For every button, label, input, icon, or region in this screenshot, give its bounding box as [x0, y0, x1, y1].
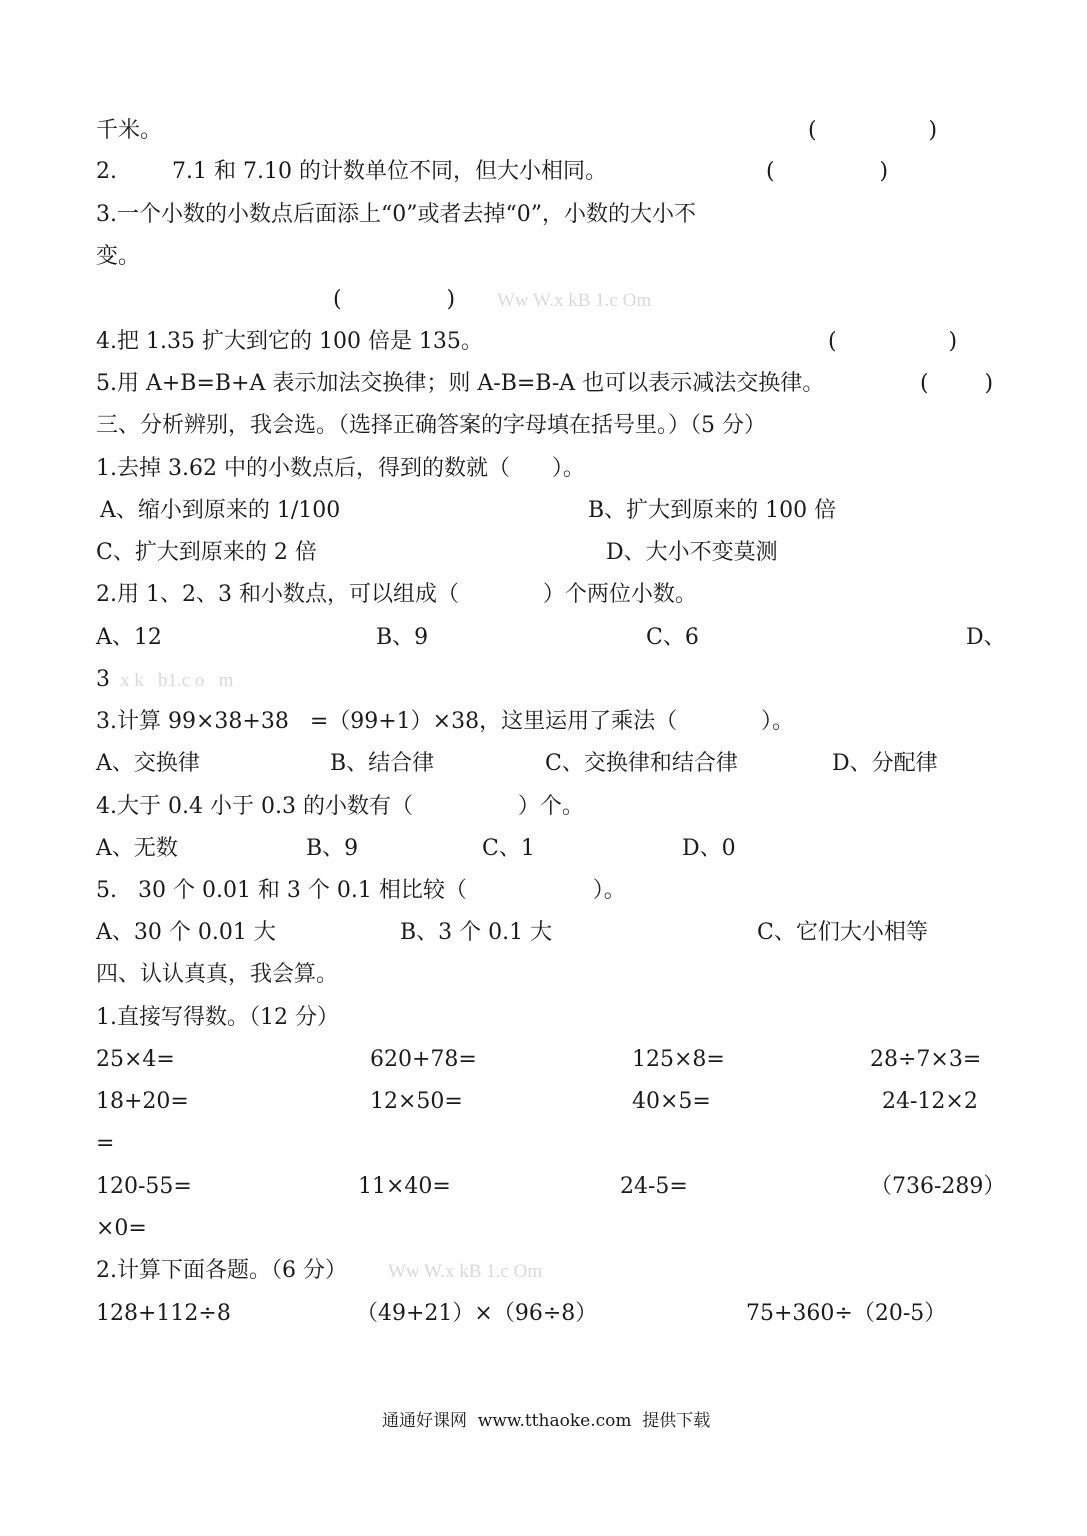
mc-q5: 5. 30 个 0.01 和 3 个 0.1 相比较（ ）。 [96, 878, 626, 903]
mc-q4-option-a[interactable]: A、无数 [96, 836, 178, 861]
calc-item-tail: = [96, 1131, 115, 1156]
mc-q1: 1.去掉 3.62 中的小数点后，得到的数就（ ）。 [96, 456, 585, 481]
calc-item: 620+78= [370, 1047, 477, 1072]
calc-item: 40×5= [632, 1089, 711, 1114]
mc-q1-option-d[interactable]: D、大小不变莫测 [606, 540, 778, 565]
mc-q4: 4.大于 0.4 小于 0.3 的小数有（ ）个。 [96, 794, 584, 819]
mc-q5-option-b[interactable]: B、3 个 0.1 大 [400, 920, 553, 945]
q1-tail: 千米。 [96, 118, 163, 143]
q2-number: 2. [96, 159, 117, 184]
calc-item: （736-289） [870, 1174, 1006, 1199]
section4-heading: 四、认认真真，我会算。 [96, 962, 339, 987]
mc-q3-option-d[interactable]: D、分配律 [832, 751, 938, 776]
mc-q2-option-a[interactable]: A、12 [96, 625, 162, 650]
calc-item: （49+21）×（96÷8） [356, 1301, 598, 1326]
watermark: Ww W.x kB 1.c Om [497, 290, 652, 311]
calc-item: 28÷7×3= [870, 1047, 982, 1072]
calc-item: 18+20= [96, 1089, 189, 1114]
mc-q1-option-a[interactable]: A、缩小到原来的 1/100 [100, 498, 341, 523]
calc-item: 128+112÷8 [96, 1301, 231, 1326]
q2-answer-paren[interactable]: ( ) [766, 159, 889, 184]
mc-q3-option-a[interactable]: A、交换律 [96, 751, 200, 776]
mc-q4-option-b[interactable]: B、9 [306, 836, 359, 861]
mc-q3-option-b[interactable]: B、结合律 [330, 751, 435, 776]
calc-item: 125×8= [632, 1047, 725, 1072]
calc-part1-title: 1.直接写得数。（12 分） [96, 1005, 339, 1030]
q1-answer-paren[interactable]: ( ) [808, 118, 938, 143]
mc-q4-option-d[interactable]: D、0 [682, 836, 736, 861]
calc-part2-title: 2.计算下面各题。（6 分） [96, 1258, 347, 1283]
mc-q4-option-c[interactable]: C、1 [482, 836, 535, 861]
watermark: x k b1.c o m [120, 670, 234, 691]
mc-q2-option-d[interactable]: D、 [966, 625, 1006, 650]
calc-item-tail: ×0= [96, 1216, 147, 1241]
mc-q3: 3.计算 99×38+38 =（99+1）×38，这里运用了乘法（ ）。 [96, 709, 795, 734]
mc-q2: 2.用 1、2、3 和小数点，可以组成（ ）个两位小数。 [96, 582, 697, 607]
q3-answer-paren[interactable]: ( ) [333, 287, 456, 312]
q3-line1: 3.一个小数的小数点后面添上“0”或者去掉“0”，小数的大小不 [96, 202, 696, 227]
mc-q2-option-b[interactable]: B、9 [376, 625, 429, 650]
mc-q1-option-b[interactable]: B、扩大到原来的 100 倍 [588, 498, 837, 523]
calc-item: 75+360÷（20-5） [746, 1301, 947, 1326]
mc-q5-option-a[interactable]: A、30 个 0.01 大 [96, 920, 276, 945]
calc-item: 24-12×2 [882, 1089, 978, 1114]
q4-answer-paren[interactable]: ( ) [828, 329, 958, 354]
calc-item: 11×40= [358, 1174, 451, 1199]
q2-text: 7.1 和 7.10 的计数单位不同，但大小相同。 [172, 159, 607, 184]
page-footer: 通通好课网 www.tthaoke.com 提供下载 [382, 1411, 711, 1431]
q5-answer-paren[interactable]: ( ) [920, 371, 994, 396]
calc-item: 12×50= [370, 1089, 463, 1114]
calc-item: 24-5= [620, 1174, 688, 1199]
mc-q3-option-c[interactable]: C、交换律和结合律 [545, 751, 738, 776]
watermark: Ww W.x kB 1.c Om [388, 1261, 543, 1282]
calc-item: 25×4= [96, 1047, 175, 1072]
section3-heading: 三、分析辨别，我会选。（选择正确答案的字母填在括号里。）（5 分） [96, 413, 766, 438]
mc-q2-option-c[interactable]: C、6 [646, 625, 699, 650]
q5-text: 5.用 A+B=B+A 表示加法交换律；则 A-B=B-A 也可以表示减法交换律。 [96, 371, 825, 396]
mc-q2-option-d-value: 3 [96, 667, 110, 692]
calc-item: 120-55= [96, 1174, 192, 1199]
mc-q5-option-c[interactable]: C、它们大小相等 [757, 920, 928, 945]
mc-q1-option-c[interactable]: C、扩大到原来的 2 倍 [96, 540, 317, 565]
q3-line2: 变。 [96, 244, 141, 269]
q4-text: 4.把 1.35 扩大到它的 100 倍是 135。 [96, 329, 483, 354]
